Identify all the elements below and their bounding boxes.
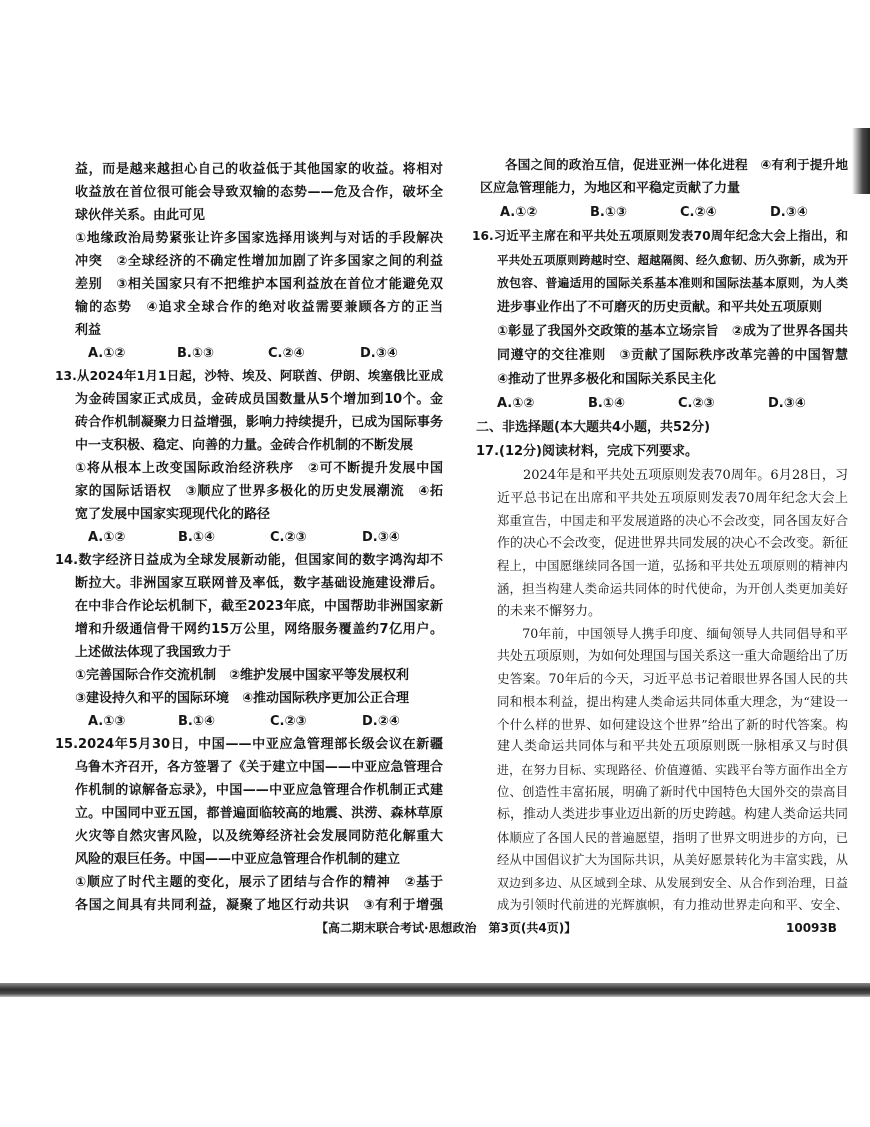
q12-option-line: 差别 ③相关国家只有不把维护本国利益放在首位才能避免双 — [75, 277, 443, 292]
paper-code: 10093B — [786, 921, 837, 935]
q12-stem-line: 收益放在首位很可能会导致双输的态势——危及合作，破坏全 — [75, 185, 443, 200]
q14-choices — [55, 710, 445, 733]
q13-option-line: 宽了发展中国家实现现代化的路径 — [75, 507, 271, 522]
q15-stem-line: 风险的艰巨任务。中国——中亚应急管理合作机制的建立 — [75, 852, 401, 867]
material-line: 成为引领时代前进的光辉旗帜，有力推动世界走向和平、安全、 — [497, 898, 848, 913]
q15-choice-a: A.①② — [500, 204, 538, 220]
q15-stem-line: 火灾等自然灾害风险，以及统筹经济社会发展同防范化解重大 — [75, 829, 443, 844]
q13-choice-b: B.①④ — [178, 530, 215, 545]
material-line: 70年前，中国领导人携手印度、缅甸领导人共同倡导和平 — [522, 626, 848, 642]
q12-option-line: 利益 — [75, 323, 102, 338]
q13-stem-line: 为金砖国家正式成员，金砖成员国数量从5个增加到10个。金 — [75, 392, 443, 407]
material-line: 涵，担当构建人类命运共同体的时代使命，为开创人类更加美好 — [497, 581, 848, 596]
q16-option-line: 同遵守的交往准则 ③贡献了国际秩序改革完善的中国智慧 — [497, 348, 848, 364]
q14-stem-line: 在中非合作论坛机制下，截至2023年底，中国帮助非洲国家新 — [75, 599, 443, 614]
q14-option-line: ③建设持久和平的国际环境 ④推动国际秩序更加公正合理 — [75, 691, 410, 706]
q16-option-line: ④推动了世界多极化和国际关系民主化 — [497, 372, 717, 388]
material-line: 经从中国倡议扩大为国际共识，从美好愿景转化为丰富实践，从 — [497, 853, 848, 868]
page-footer-title: 【高二期末联合考试·思想政治 第3页(共4页)】 — [316, 921, 577, 935]
scan-edge-shadow — [852, 128, 870, 194]
q15-option-line: 各国之间具有共同利益，凝聚了地区行动共识 ③有利于增强 — [75, 898, 443, 913]
q12-option-line: ①地缘政治局势紧张让许多国家选择用谈判与对话的手段解决 — [75, 231, 443, 246]
q16-choice-a: A.①② — [497, 395, 535, 411]
q13-stem-line: 13.从2024年1月1日起，沙特、埃及、阿联酋、伊朗、埃塞俄比亚成 — [55, 369, 443, 383]
q14-stem-line: 增和升级通信骨干网约15万公里，网络服务覆盖约7亿用户。 — [75, 622, 443, 637]
material-line: 进，在努力目标、实现路径、价值遵循、实践平台等方面作出全方 — [497, 762, 848, 777]
q16-choices — [472, 392, 850, 416]
q15-choice-d: D.③④ — [770, 204, 808, 220]
q15-stem-line: 15.2024年5月30日，中国——中亚应急管理部长级会议在新疆 — [55, 737, 443, 752]
q14-stem-line: 上述做法体现了我国致力于 — [75, 645, 232, 660]
q15-stem-line: 乌鲁木齐召开，各方签署了《关于建立中国——中亚应急管理合 — [75, 760, 443, 775]
q16-stem-line: 平共处五项原则跨越时空、超越隔阂、经久愈韧、历久弥新，成为开 — [497, 252, 848, 267]
material-line: 位、创造性丰富拓展，明确了新时代中国特色大国外交的崇高目 — [497, 785, 848, 800]
q14-option-line: ①完善国际合作交流机制 ②维护发展中国家平等发展权利 — [75, 668, 410, 683]
q12-stem-line: 益，而是越来越担心自己的收益低于其他国家的收益。将相对 — [75, 162, 443, 177]
q13-choice-a: A.①② — [88, 530, 126, 545]
q15-option-line: 各国之间的政治互信，促进亚洲一体化进程 ④有利于提升地 — [505, 157, 848, 172]
q14-choice-a: A.①③ — [88, 714, 126, 729]
q17-material — [472, 465, 850, 917]
material-line: 的未来不懈努力。 — [497, 603, 602, 619]
q15-option-line: 区应急管理能力，为地区和平稳定贡献了力量 — [480, 180, 741, 196]
material-line: 作的决心不会改变，促进世界共同发展的决心不会改变。新征 — [497, 535, 849, 551]
material-line: 程上，中国愿继续同各国一道，弘扬和平共处五项原则的精神内 — [497, 559, 848, 574]
q12-stem-line: 球伙伴关系。由此可见 — [75, 208, 206, 223]
material-line: 近平总书记在出席和平共处五项原则发表70周年纪念大会上 — [497, 490, 848, 506]
material-line: 个什么样的世界、如何建设这个世界”给出了新的时代答案。构 — [497, 716, 848, 732]
q16-stem-line: 放包容、普遍适用的国际关系基本准则和国际法基本原则，为人类 — [497, 276, 848, 291]
q14-choice-d: D.②④ — [362, 714, 400, 729]
q12-option-line: 冲突 ②全球经济的不确定性增加加剧了许多国家之间的利益 — [75, 254, 443, 269]
material-line: 同和根本利益，提出构建人类命运共同体重大理念，为“建设一 — [497, 693, 848, 709]
q16-choice-b: B.①④ — [588, 395, 625, 411]
q16-stem-line: 16.习近平主席在和平共处五项原则发表70周年纪念大会上指出，和 — [472, 228, 848, 243]
scan-edge-band — [0, 983, 870, 997]
q13-option-line: ①将从根本上改变国际政治经济秩序 ②可不断提升发展中国 — [75, 461, 443, 476]
material-line: 史答案。70年后的今天，习近平总书记着眼世界各国人民的共 — [497, 671, 848, 687]
material-line: 2024年是和平共处五项原则发表70周年。6月28日，习 — [523, 468, 848, 483]
q15-stem-line: 作机制的谅解备忘录》，中国——中亚应急管理合作机制正式建 — [75, 783, 443, 798]
material-line: 郑重宣告，中国走和平发展道路的决心不会改变，同各国友好合 — [497, 514, 848, 529]
q13-choices — [55, 526, 445, 549]
q15-choice-b: B.①③ — [590, 204, 627, 220]
q14-stem-line: 14.数字经济日益成为全球发展新动能，但国家间的数字鸿沟却不 — [55, 553, 443, 568]
material-line: 建人类命运共同体与和平共处五项原则既一脉相承又与时俱 — [497, 739, 848, 755]
q13-stem-line: 砖合作机制凝聚力日益增强，影响力持续提升，已成为国际事务 — [75, 415, 443, 430]
section-heading: 二、非选择题(本大题共4小题，共52分) — [476, 419, 711, 435]
q14-stem-line: 断拉大。非洲国家互联网普及率低，数字基础设施建设滞后。 — [75, 576, 443, 591]
q12-choice-d: D.③④ — [360, 346, 398, 361]
q13-choice-c: C.②③ — [270, 530, 307, 545]
material-line: 体顺应了各国人民的普遍愿望，指明了世界文明进步的方向，已 — [497, 830, 848, 845]
right-column-questions — [472, 153, 850, 464]
q15-choice-c: C.②④ — [680, 204, 717, 220]
q15-option-line: ①顺应了时代主题的变化，展示了团结与合作的精神 ②基于 — [75, 875, 443, 890]
material-line: 标，推动人类进步事业迈出新的历史跨越。构建人类命运共同 — [497, 806, 849, 822]
q16-choice-d: D.③④ — [768, 395, 806, 411]
q14-choice-c: C.②③ — [270, 714, 307, 729]
q12-choice-c: C.②④ — [268, 346, 305, 361]
left-column — [55, 158, 445, 917]
q15-stem-line: 立。中国同中亚五国，都普遍面临较高的地震、洪涝、森林草原 — [75, 806, 443, 821]
q13-stem-line: 中一支积极、稳定、向善的力量。金砖合作机制的不断发展 — [75, 438, 414, 453]
q16-option-line: ①彰显了我国外交政策的基本立场宗旨 ②成为了世界各国共 — [497, 324, 848, 340]
q15-choices — [472, 201, 850, 225]
q16-stem-line: 进步事业作出了不可磨灭的历史贡献。和平共处五项原则 — [497, 300, 823, 316]
q12-choice-b: B.①③ — [177, 346, 214, 361]
q12-choices — [55, 342, 445, 365]
q12-option-line: 输的态势 ④追求全球合作的绝对收益需要兼顾各方的正当 — [75, 300, 443, 315]
q16-choice-c: C.②③ — [678, 395, 715, 411]
q14-choice-b: B.①④ — [178, 714, 215, 729]
material-line: 共处五项原则，为如何处理国与国关系这一重大命题给出了历 — [497, 648, 849, 664]
q12-choice-a: A.①② — [88, 346, 126, 361]
material-line: 双边到多边、从区域到全球、从发展到安全、从合作到治理，日益 — [497, 875, 848, 890]
q17-prompt: 17.(12分)阅读材料，完成下列要求。 — [476, 443, 699, 459]
q13-option-line: 家的国际话语权 ③顺应了世界多极化的历史发展潮流 ④拓 — [75, 484, 443, 499]
q13-choice-d: D.③④ — [362, 530, 400, 545]
